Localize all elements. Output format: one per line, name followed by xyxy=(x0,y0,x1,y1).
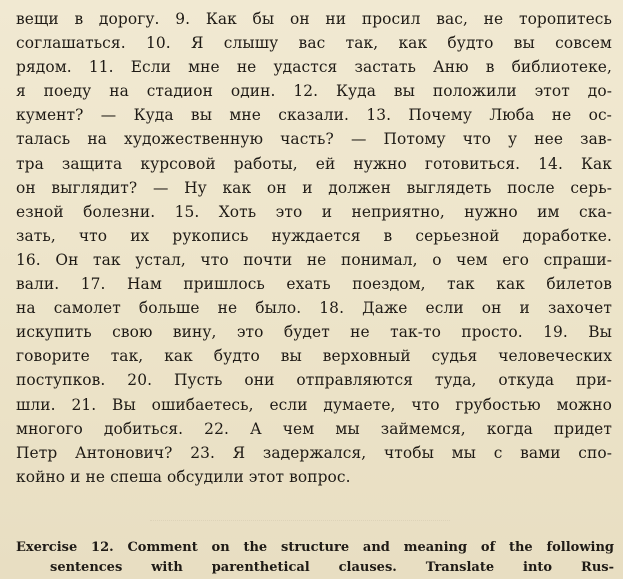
text-line: езной болезни. 15. Хоть это и неприятно, нужно им ска- xyxy=(16,202,612,221)
exercise-sentences-text xyxy=(16,7,612,489)
text-line: вали. 17. Нам пришлось ехать поездом, так как билетов xyxy=(16,275,612,294)
bleed-through-decoration xyxy=(150,516,450,534)
text-line: я поеду на стадион один. 12. Куда вы положили этот до- xyxy=(16,82,612,101)
text-line: многого добиться. 22. А чем мы займемся, когда придет xyxy=(16,419,612,438)
exercise-heading-line: sentences with parenthetical clauses. Translate into Rus- xyxy=(50,560,614,575)
text-line: искупить свою вину, это будет не так-то просто. 19. Вы xyxy=(16,323,612,342)
text-line: зать, что их рукопись нуждается в серьезной доработке. xyxy=(16,226,612,245)
text-line: Петр Антонович? 23. Я задержался, чтобы мы с вами спо- xyxy=(16,443,612,462)
text-line: он выглядит? — Ну как он и должен выглядеть после серь- xyxy=(16,178,612,197)
text-line: койно и не спеша обсудили этот вопрос. xyxy=(16,467,351,486)
text-line: поступков. 20. Пусть они отправляются туда, откуда при- xyxy=(16,371,612,390)
text-line: на самолет больше не было. 18. Даже если он и захочет xyxy=(16,299,612,318)
text-line: кумент? — Куда вы мне сказали. 13. Почему Люба не ос- xyxy=(16,106,612,125)
exercise-heading xyxy=(16,538,614,578)
text-line: тра защита курсовой работы, ей нужно готовиться. 14. Как xyxy=(16,154,612,173)
text-line: 16. Он так устал, что почти не понимал, о чем его спраши- xyxy=(16,250,612,269)
text-line: рядом. 11. Если мне не удастся застать Аню в библиотеке, xyxy=(16,58,612,77)
text-line: талась на художественную часть? — Потому что у нее зав- xyxy=(16,130,612,149)
text-line: говорите так, как будто вы верховный судья человеческих xyxy=(16,347,612,366)
text-line: вещи в дорогу. 9. Как бы он ни просил вас, не торопитесь xyxy=(16,10,612,28)
text-line: соглашаться. 10. Я слышу вас так, как будто вы совсем xyxy=(16,34,612,53)
text-line: шли. 21. Вы ошибаетесь, если думаете, что грубостью можно xyxy=(16,395,612,414)
exercise-heading-line: Exercise 12. Comment on the structure and meaning of the following xyxy=(16,540,614,555)
